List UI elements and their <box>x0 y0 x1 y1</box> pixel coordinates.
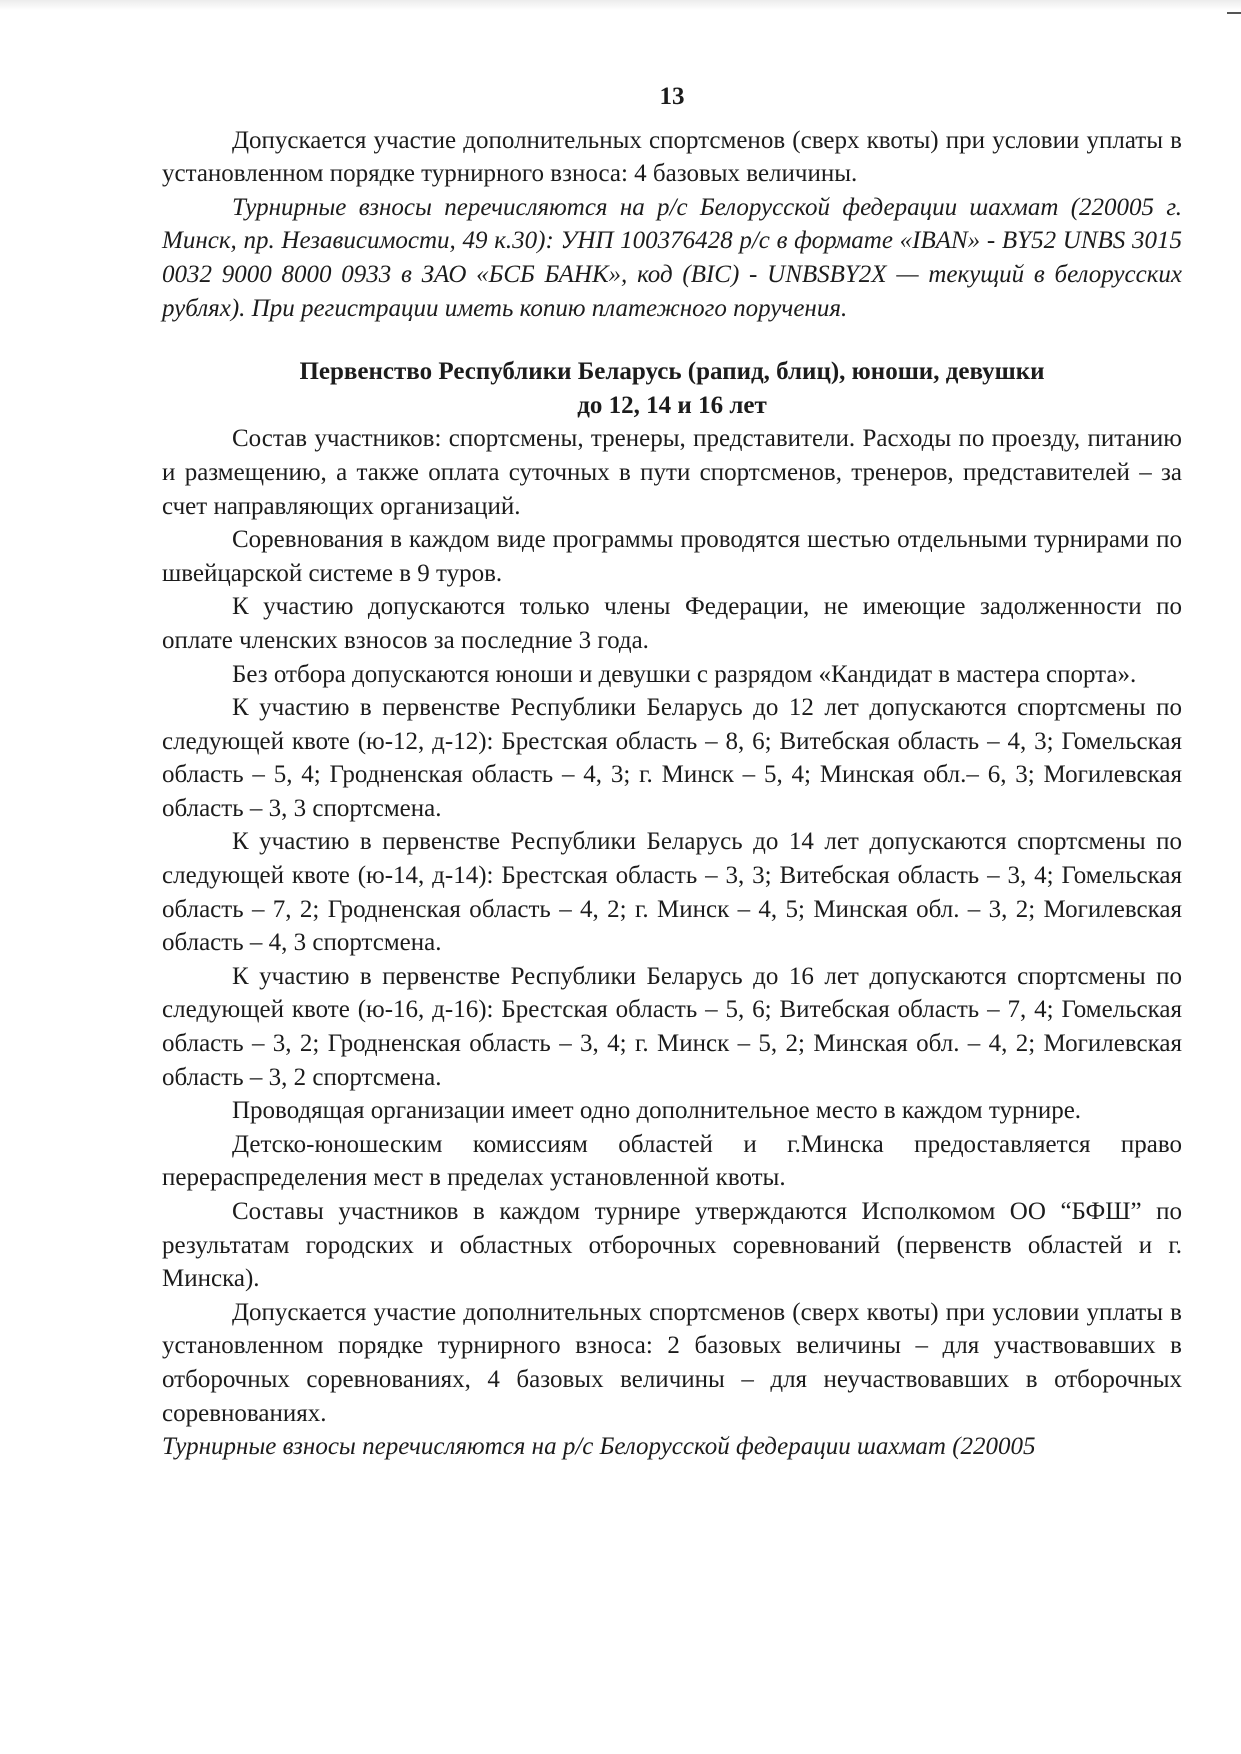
paragraph-no-selection: Без отбора допускаются юноши и девушки с разрядом «Кандидат в мастера спорта». <box>232 660 1137 688</box>
paragraph-participants: Состав участников: спортсмены, тренеры, представители. Расходы по проезду, питанию и размещению, а также оплата суточных в пути спортсменов, тренеров, представителей – за счет направляющих организаций. <box>162 425 1182 520</box>
paragraph-extra-participants: Допускается участие дополнительных спортсменов (сверх квоты) при условии уплаты в установленном порядке турнирного взноса: 2 базовых величины – для участвовавших в отборочных соревнованиях, 4 базовых величины – для неучаствовавших в отборочных соревнованиях. <box>162 1298 1182 1427</box>
document-page <box>162 80 1182 1464</box>
scan-mark <box>1227 12 1241 14</box>
paragraph-host-place: Проводящая организации имеет одно дополнительное место в каждом турнире. <box>232 1097 1082 1125</box>
paragraph-approval: Составы участников в каждом турнире утверждаются Исполкомом ОО “БФШ” по результатам городских и областных отборочных соревнований (первенств областей и г. Минска). <box>162 1198 1182 1293</box>
section-heading-line2: до 12, 14 и 16 лет <box>577 391 767 419</box>
paragraph-tournament-format: Соревнования в каждом виде программы проводятся шестью отдельными турнирами по швейцарской системе в 9 туров. <box>162 526 1182 587</box>
paragraph-quota-u14: К участию в первенстве Республики Беларусь до 14 лет допускаются спортсмены по следующей квоте (ю-14, д-14): Брестская область – 3, 3; Витебская область – 3, 4; Гомельская область – 7, 2; Гродненская область – 4, 2; г. Минск – 4, 5; Минская обл. – 3, 2; Могилевская область – 4, 3 спортсмена. <box>162 828 1182 957</box>
paragraph-quota-u16: К участию в первенстве Республики Беларусь до 16 лет допускаются спортсмены по следующей квоте (ю-16, д-16): Брестская область – 5, 6; Витебская область – 7, 4; Гомельская область – 3, 2; Гродненская область – 3, 4; г. Минск – 5, 2; Минская обл. – 4, 2; Могилевская область – 3, 2 спортсмена. <box>162 962 1182 1091</box>
scan-edge <box>0 0 1241 10</box>
section-heading-line1: Первенство Республики Беларусь (рапид, блиц), юноши, девушки <box>299 358 1045 386</box>
paragraph-quota-u12: К участию в первенстве Республики Беларусь до 12 лет допускаются спортсмены по следующей квоте (ю-12, д-12): Брестская область – 8, 6; Витебская область – 4, 3; Гомельская область – 5, 4; Гродненская область – 4, 3; г. Минск – 5, 4; Минская обл.– 6, 3; Могилевская область – 3, 3 спортсмена. <box>162 694 1182 822</box>
paragraph-extra-participants-top: Допускается участие дополнительных спортсменов (сверх квоты) при условии уплаты в установленном порядке турнирного взноса: 4 базовых величины. <box>162 126 1182 188</box>
payment-note-bottom: Турнирные взносы перечисляются на р/с Белорусской федерации шахмат (220005 <box>162 1433 1036 1461</box>
page-number: 13 <box>659 83 685 110</box>
section-heading <box>162 355 1182 422</box>
paragraph-redistribution: Детско-юношеским комиссиям областей и г.Минска предоставляется право перераспределения мест в пределах установленной квоты. <box>162 1130 1182 1192</box>
payment-note-top: Турнирные взносы перечисляются на р/с Белорусской федерации шахмат (220005 г. Минск, пр. Независимости, 49 к.30): УНП 100376428 р/с в формате «IBAN» - BY52 UNBS 3015 0032 9000 8000 0933 в ЗАО «БСБ БАНК», код (BIC) - UNBSBY2X — текущий в белорусских рублях). При регистрации иметь копию платежного поручения. <box>162 193 1182 322</box>
paragraph-eligibility: К участию допускаются только члены Федерации, не имеющие задолженности по оплате членских взносов за последние 3 года. <box>162 593 1182 654</box>
